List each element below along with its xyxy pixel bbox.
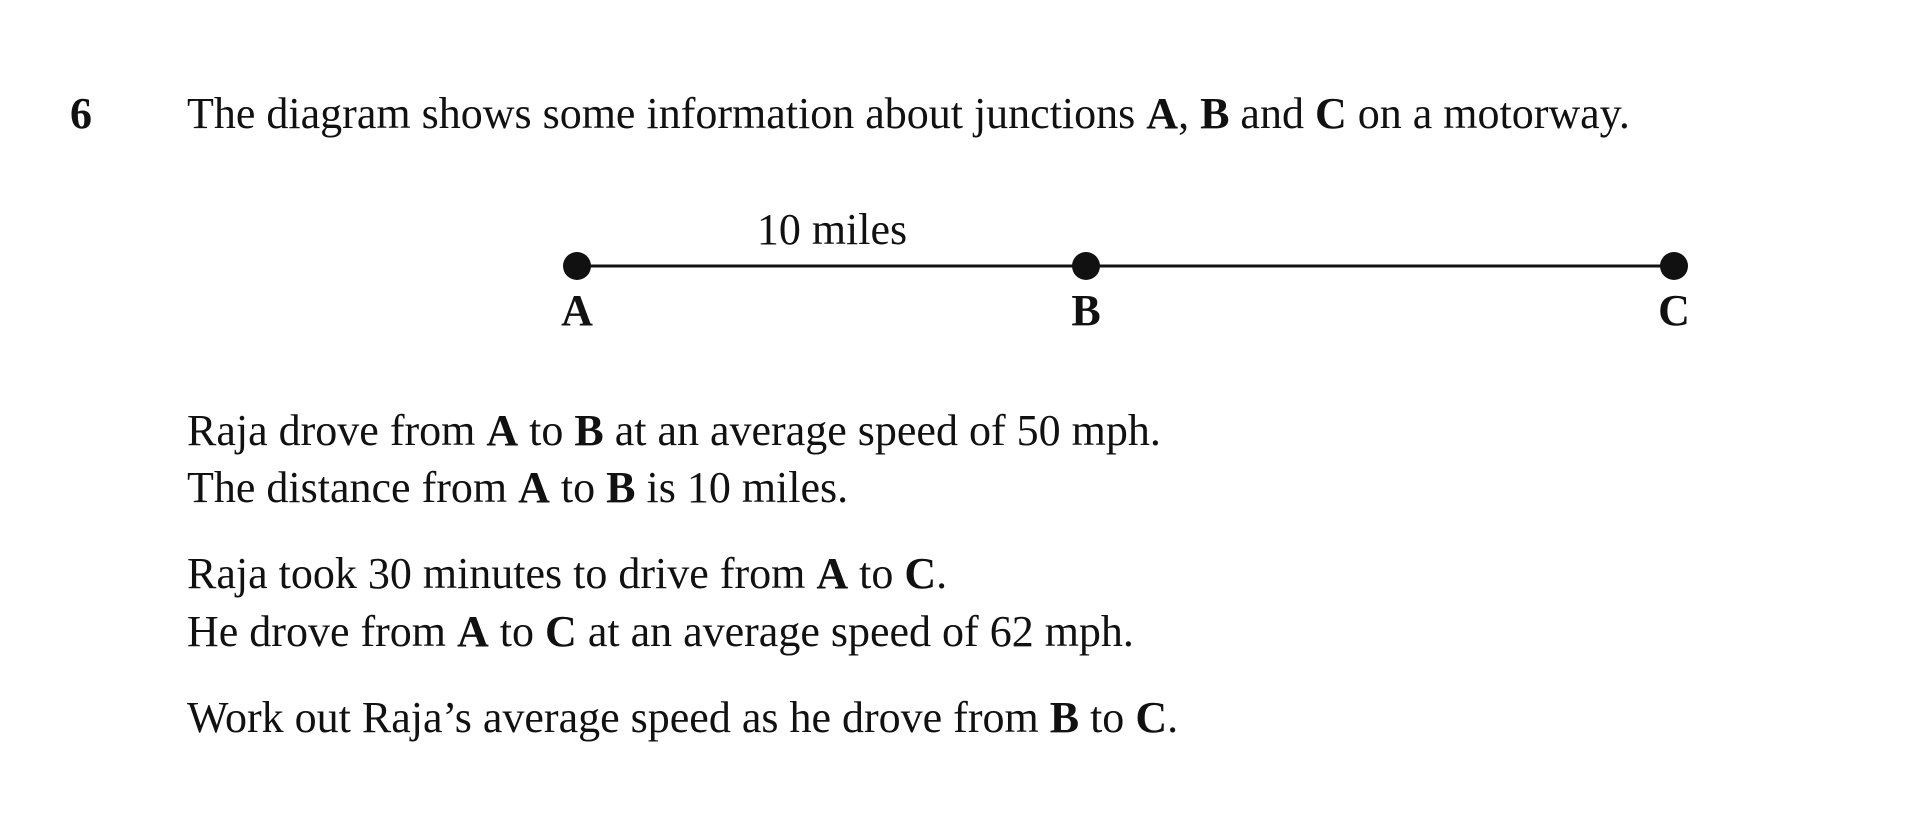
question-number: 6 (70, 89, 92, 138)
junction-ref: A (518, 463, 550, 512)
statement-text: He drove from (187, 607, 458, 656)
junction-ref: A (486, 406, 519, 455)
junction-b-label: B (1071, 286, 1101, 335)
intro-text-2: , (1178, 89, 1201, 138)
junction-ref: C (545, 607, 577, 656)
junction-ref: B (606, 463, 636, 512)
intro-text-3: and (1229, 89, 1315, 138)
statement-text: to (1079, 693, 1136, 742)
junction-c-label: C (1658, 286, 1690, 335)
statement-5-task (187, 692, 1178, 744)
statement-text: to (518, 406, 575, 455)
statement-text: . (1167, 693, 1179, 742)
junction-a-label: A (561, 286, 593, 335)
statement-2 (187, 462, 848, 514)
statement-4 (187, 606, 1134, 658)
junction-ref: B (1049, 693, 1080, 742)
statement-text: is 10 miles. (635, 463, 849, 512)
statement-text: to (549, 463, 607, 512)
statement-text: to (488, 607, 546, 656)
statement-text: . (936, 549, 948, 598)
junction-ref: C (1135, 693, 1168, 742)
statement-3 (187, 548, 947, 600)
statement-text: Work out Raja’s average speed as he drove from (187, 693, 1050, 742)
intro-junction-b: B (1200, 89, 1230, 138)
junction-ref: A (816, 549, 849, 598)
junction-ref: A (457, 607, 489, 656)
junction-ref: B (574, 406, 604, 455)
statement-text: Raja drove from (187, 406, 487, 455)
junction-b-dot (1072, 252, 1100, 280)
statement-text: at an average speed of 62 mph. (576, 607, 1134, 656)
intro-junction-c: C (1314, 89, 1347, 138)
intro-junction-a: A (1146, 89, 1179, 138)
statement-text: The distance from (187, 463, 519, 512)
distance-label: 10 miles (756, 205, 908, 254)
statement-text: to (848, 549, 905, 598)
statement-text: Raja took 30 minutes to drive from (187, 549, 817, 598)
intro-text-1: The diagram shows some information about junctions (187, 89, 1147, 138)
junction-c-dot (1660, 252, 1688, 280)
intro-text-4: on a motorway. (1346, 89, 1630, 138)
statement-text: at an average speed of 50 mph. (603, 406, 1161, 455)
statement-1 (187, 405, 1161, 457)
junction-a-dot (563, 252, 591, 280)
junction-ref: C (904, 549, 937, 598)
